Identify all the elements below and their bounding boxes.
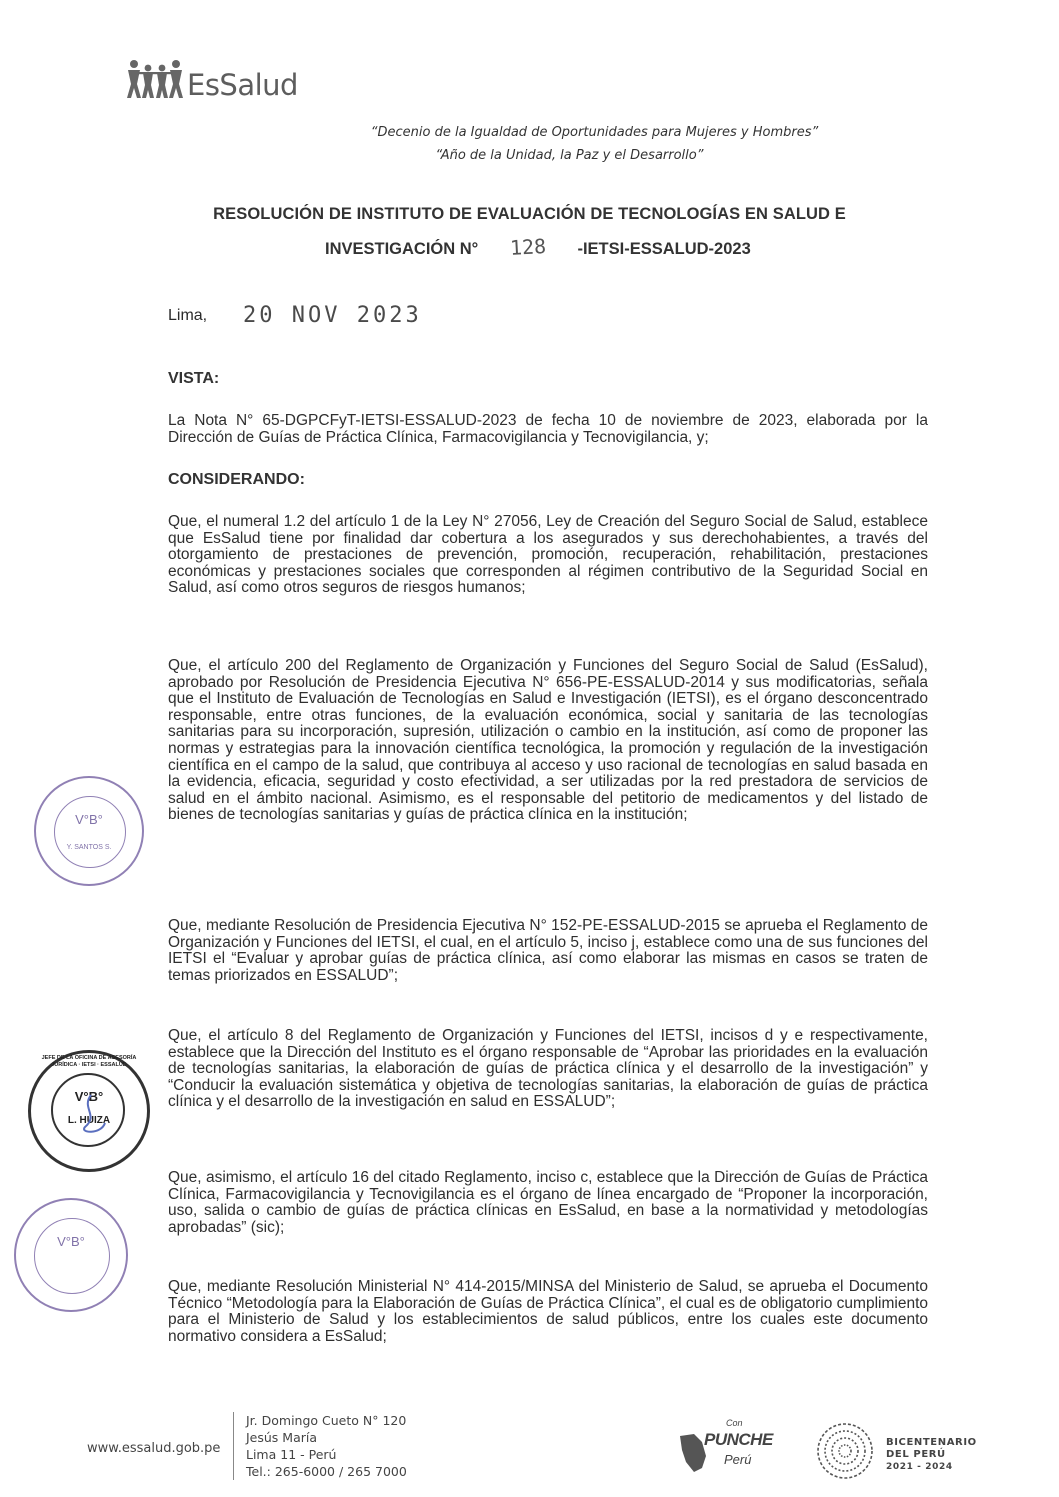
footer-address: [233, 1412, 407, 1480]
stamp2-vb-label: V°B°: [74, 1089, 104, 1104]
address-line-4: Tel.: 265-6000 / 265 7000: [246, 1464, 407, 1479]
resolution-number-handwritten: 128: [509, 234, 547, 260]
campaign-country-text: Perú: [724, 1452, 752, 1467]
vista-text: La Nota N° 65-DGPCFyT-IETSI-ESSALUD-2023 de fecha 10 de noviembre de 2023, elaborada por la Dirección de Guías de Práctica Clínica, Farmacovigilancia y Tecnovigilancia, y;: [168, 412, 928, 446]
bicentenario-text: [886, 1437, 977, 1473]
stamp3-vb-label: V°B°: [57, 1234, 85, 1249]
stamp2-ring-text: JEFE DE LA OFICINA DE ASESORÍA JURÍDICA · IETSI · ESSALUD: [41, 1055, 137, 1068]
stamp1-vb-label: V°B°: [75, 812, 103, 827]
bicentenario-line-1: BICENTENARIO: [886, 1437, 977, 1448]
vb-stamp-santos: [34, 776, 144, 886]
family-figures-icon: [124, 58, 186, 100]
paragraph-5: Que, asimismo, el artículo 16 del citado Reglamento, inciso c, establece que la Dirección de Guías de Práctica Clínica, Farmacovigilancia y Tecnovigilancia es el órgano de línea encargado de “Proponer la incorporación, uso, salida o cambio de guías de práctica clínicas en EsSalud, en base a la normatividad y metodologías aprobadas” (sic);: [168, 1169, 928, 1236]
campaign-big-text: PUNCHE: [704, 1430, 773, 1449]
paragraph-4: Que, el artículo 8 del Reglamento de Organización y Funciones del IETSI, incisos d y e respectivamente, establece que la Dirección del Instituto es el órgano responsable de “Aprobar las prioridades en la evaluación de tecnologías sanitarias, la elaboración de guías de práctica clínica y el desarrollo de la investigación” y “Conducir la evaluación sistemática y objetiva de tecnologías sanitarias, la elaboración de guías de práctica clínica y el desarrollo de la investigación en salud en ESSALUD”;: [168, 1027, 928, 1111]
vista-heading: VISTA:: [168, 370, 220, 387]
place-label: Lima,: [168, 307, 208, 324]
vb-stamp-huiza: [28, 1050, 150, 1172]
campaign-small-text: Con: [726, 1418, 743, 1428]
footer-website: www.essalud.gob.pe: [87, 1441, 221, 1456]
signature-mark: [71, 1093, 111, 1143]
title-prefix: INVESTIGACIÓN N°: [325, 240, 479, 258]
paragraph-1: Que, el numeral 1.2 del artículo 1 de la Ley N° 27056, Ley de Creación del Seguro Social de Salud, establece que EsSalud tiene por finalidad dar cobertura a los asegurados y sus derechohabientes, a través del otorgamiento de prestaciones de prevención, promoción, recuperación, rehabilitación, prestaciones económicas y prestaciones sociales que corresponden al régimen contributivo de la Seguridad Social en Salud, así como otros seguros de riesgos humanos;: [168, 513, 928, 597]
bicentenario-emblem-icon: [814, 1420, 876, 1482]
bicentenario-line-3: 2021 - 2024: [886, 1462, 953, 1472]
logo-wordmark: EsSalud: [187, 68, 298, 102]
bicentenario-line-2: DEL PERÚ: [886, 1449, 946, 1460]
address-line-1: Jr. Domingo Cueto N° 120: [246, 1413, 407, 1428]
essalud-logo: [124, 58, 298, 100]
address-line-3: Lima 11 - Perú: [246, 1447, 337, 1462]
address-line-2: Jesús María: [246, 1430, 318, 1445]
vb-stamp-third: [14, 1198, 128, 1312]
stamp2-name: L. HUIZA: [67, 1115, 111, 1126]
motto-line-2: “Año de la Unidad, la Paz y el Desarrollo”: [435, 148, 704, 163]
con-punche-peru-logo: [676, 1418, 786, 1478]
considerando-heading: CONSIDERANDO:: [168, 471, 305, 488]
resolution-title-line-1: RESOLUCIÓN DE INSTITUTO DE EVALUACIÓN DE TECNOLOGÍAS EN SALUD E: [213, 205, 846, 223]
date-stamp: 20 NOV 2023: [243, 303, 422, 328]
paragraph-6: Que, mediante Resolución Ministerial N° 414-2015/MINSA del Ministerio de Salud, se aprueba el Documento Técnico “Metodología para la Elaboración de Guías de Práctica Clínica”, el cual es de obligatorio cumplimiento para el Ministerio de Salud y los establecimientos de salud públicos, entre los cuales este documento normativo considera a EsSalud;: [168, 1278, 928, 1345]
resolution-title-line-2: [325, 235, 751, 259]
title-suffix: -IETSI-ESSALUD-2023: [577, 240, 751, 258]
paragraph-2: Que, el artículo 200 del Reglamento de Organización y Funciones del Seguro Social de Salud (EsSalud), aprobado por Resolución de Presidencia Ejecutiva N° 656-PE-ESSALUD-2014 y sus modificatorias, señala que el Instituto de Evaluación de Tecnologías en Salud e Investigación (IETSI), es el órgano desconcentrado responsable, entre otras funciones, de la evaluación económica, social y sanitaria de las tecnologías sanitarias para su incorporación, supresión, utilización o cambio en la institución, así como de proponer las normas y estrategias para la innovación científica tecnológica, la promoción y regulación de la investigación científica en el campo de la salud, que contribuya al acceso y uso racional de tecnologías en salud basada en la evidencia, eficacia, seguridad y costo efectividad, a ser utilizadas por la red prestadora de servicios de salud en el ámbito nacional. Asimismo, es el responsable del petitorio de medicamentos y del listado de bienes de tecnologías sanitarias y guías de práctica clínica en la institución;: [168, 657, 928, 824]
paragraph-3: Que, mediante Resolución de Presidencia Ejecutiva N° 152-PE-ESSALUD-2015 se aprueba el Reglamento de Organización y Funciones del IETSI, el cual, en el artículo 5, inciso j, establece como una de sus funciones del IETSI el “Evaluar y aprobar guías de práctica clínica, así como elaborar las mismas en casos se traten de temas priorizados en ESSALUD”;: [168, 917, 928, 984]
motto-line-1: “Decenio de la Igualdad de Oportunidades para Mujeres y Hombres”: [370, 125, 819, 140]
stamp1-name: Y. SANTOS S.: [66, 844, 112, 851]
